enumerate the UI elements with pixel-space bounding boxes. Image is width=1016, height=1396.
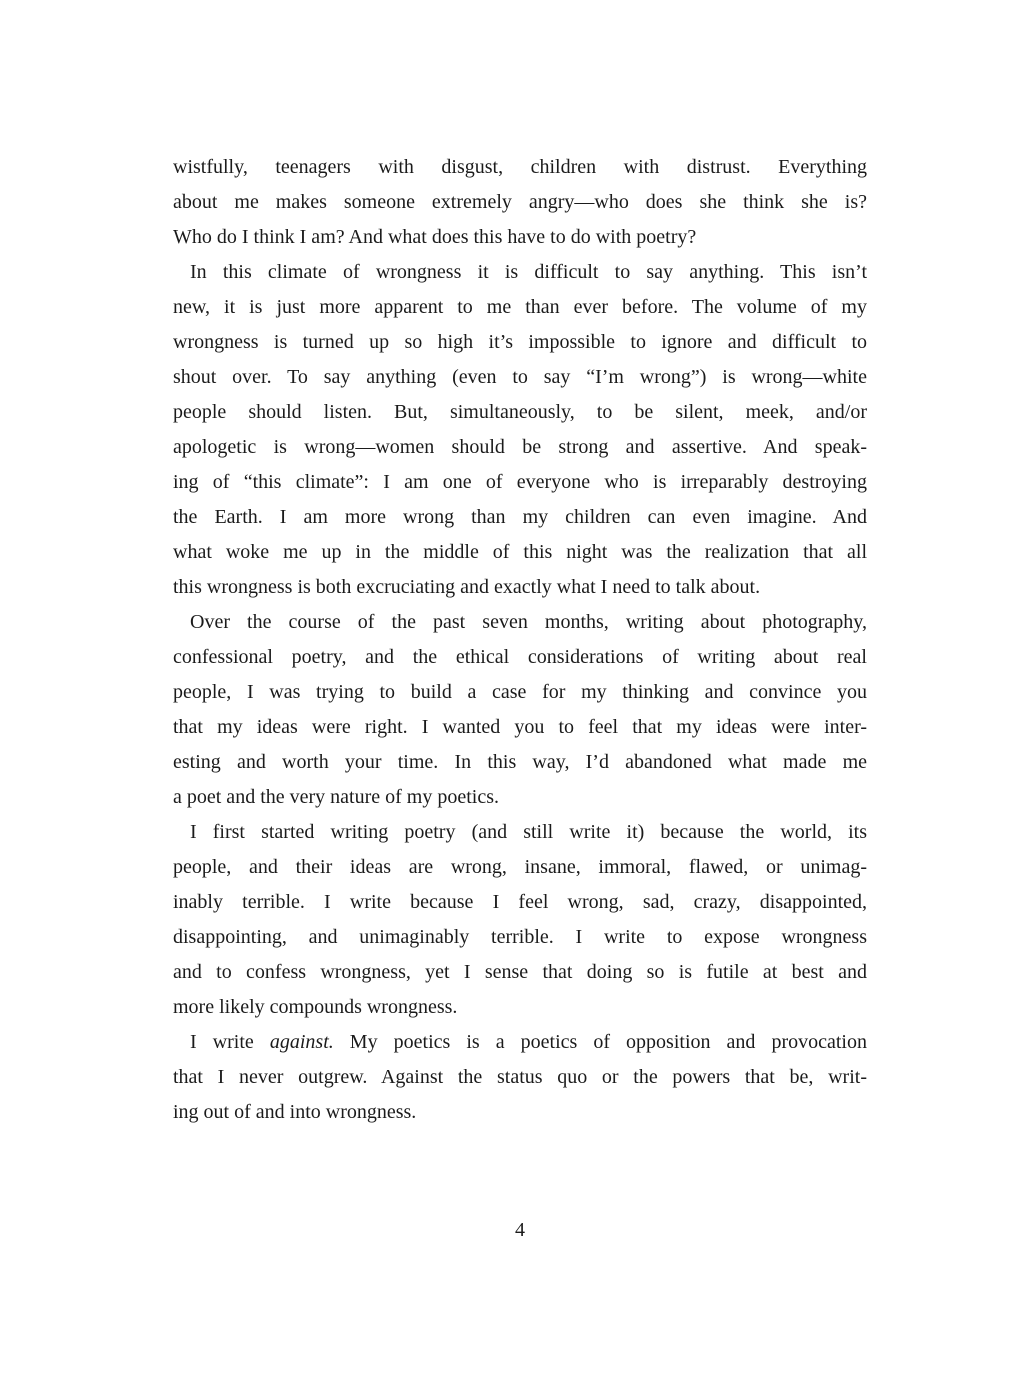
text-segment: apologetic is wrong—women should be strong and assertive. And speak-: [173, 436, 867, 458]
text-segment: Over the course of the past seven months, writing about photography,: [190, 611, 867, 633]
text-line: [173, 990, 867, 1025]
text-line: [173, 850, 867, 885]
text-segment: this wrongness is both excruciating and exactly what I need to talk about.: [173, 576, 761, 598]
text-line: [173, 955, 867, 990]
text-line: [173, 1060, 867, 1095]
text-line: [173, 780, 867, 815]
text-segment: that my ideas were right. I wanted you to feel that my ideas were inter-: [173, 716, 867, 738]
text-segment: inably terrible. I write because I feel wrong, sad, crazy, disappointed,: [173, 891, 867, 913]
text-segment: that I never outgrew. Against the status quo or the powers that be, writ-: [173, 1066, 867, 1088]
text-segment: My poetics is a poetics of opposition and provocation: [333, 1031, 867, 1053]
text-segment: the Earth. I am more wrong than my children can even imagine. And: [173, 506, 867, 528]
text-line: [173, 290, 867, 325]
text-line: [173, 325, 867, 360]
text-segment: shout over. To say anything (even to say “I’m wrong”) is wrong—white: [173, 366, 867, 388]
text-segment: ing of “this climate”: I am one of everyone who is irreparably destroying: [173, 471, 867, 493]
page-number: 4: [515, 1219, 525, 1241]
text-line: [173, 150, 867, 185]
text-line: [173, 920, 867, 955]
text-block: [173, 150, 867, 1130]
text-line: [173, 1095, 867, 1130]
text-segment: Who do I think I am? And what does this have to do with poetry?: [173, 226, 697, 248]
text-segment: ing out of and into wrongness.: [173, 1101, 417, 1123]
text-line: [173, 675, 867, 710]
text-segment: wistfully, teenagers with disgust, children with distrust. Everything: [173, 156, 867, 178]
text-segment: more likely compounds wrongness.: [173, 996, 458, 1018]
text-segment: people, and their ideas are wrong, insane, immoral, flawed, or unimag-: [173, 856, 867, 878]
text-line: [173, 360, 867, 395]
text-segment: esting and worth your time. In this way, I’d abandoned what made me: [173, 751, 867, 773]
text-line: [173, 1025, 867, 1060]
text-segment: I first started writing poetry (and still write it) because the world, its: [190, 821, 867, 843]
text-line: [173, 395, 867, 430]
text-line: [173, 255, 867, 290]
text-line: [173, 640, 867, 675]
text-line: [173, 185, 867, 220]
text-line: [173, 500, 867, 535]
text-line: [173, 465, 867, 500]
text-line: [173, 535, 867, 570]
text-segment: people should listen. But, simultaneously, to be silent, meek, and/or: [173, 401, 867, 423]
text-segment: people, I was trying to build a case for my thinking and convince you: [173, 681, 867, 703]
text-line: [173, 815, 867, 850]
text-line: [173, 570, 867, 605]
text-line: [173, 745, 867, 780]
text-segment: confessional poetry, and the ethical considerations of writing about real: [173, 646, 867, 668]
text-segment: disappointing, and unimaginably terrible. I write to expose wrongness: [173, 926, 867, 948]
text-segment: what woke me up in the middle of this night was the realization that all: [173, 541, 867, 563]
text-segment: a poet and the very nature of my poetics.: [173, 786, 499, 808]
text-line: [173, 710, 867, 745]
text-segment: new, it is just more apparent to me than ever before. The volume of my: [173, 296, 867, 318]
text-segment: I write: [190, 1031, 270, 1053]
text-line: [173, 430, 867, 465]
text-line: [173, 885, 867, 920]
text-segment: In this climate of wrongness it is difficult to say anything. This isn’t: [190, 261, 867, 283]
text-line: [173, 220, 867, 255]
text-line: [173, 605, 867, 640]
text-segment: and to confess wrongness, yet I sense that doing so is futile at best and: [173, 961, 867, 983]
text-segment: about me makes someone extremely angry—who does she think she is?: [173, 191, 867, 213]
emphasized-text: against.: [269, 1031, 334, 1053]
text-segment: wrongness is turned up so high it’s impossible to ignore and difficult to: [173, 331, 867, 353]
